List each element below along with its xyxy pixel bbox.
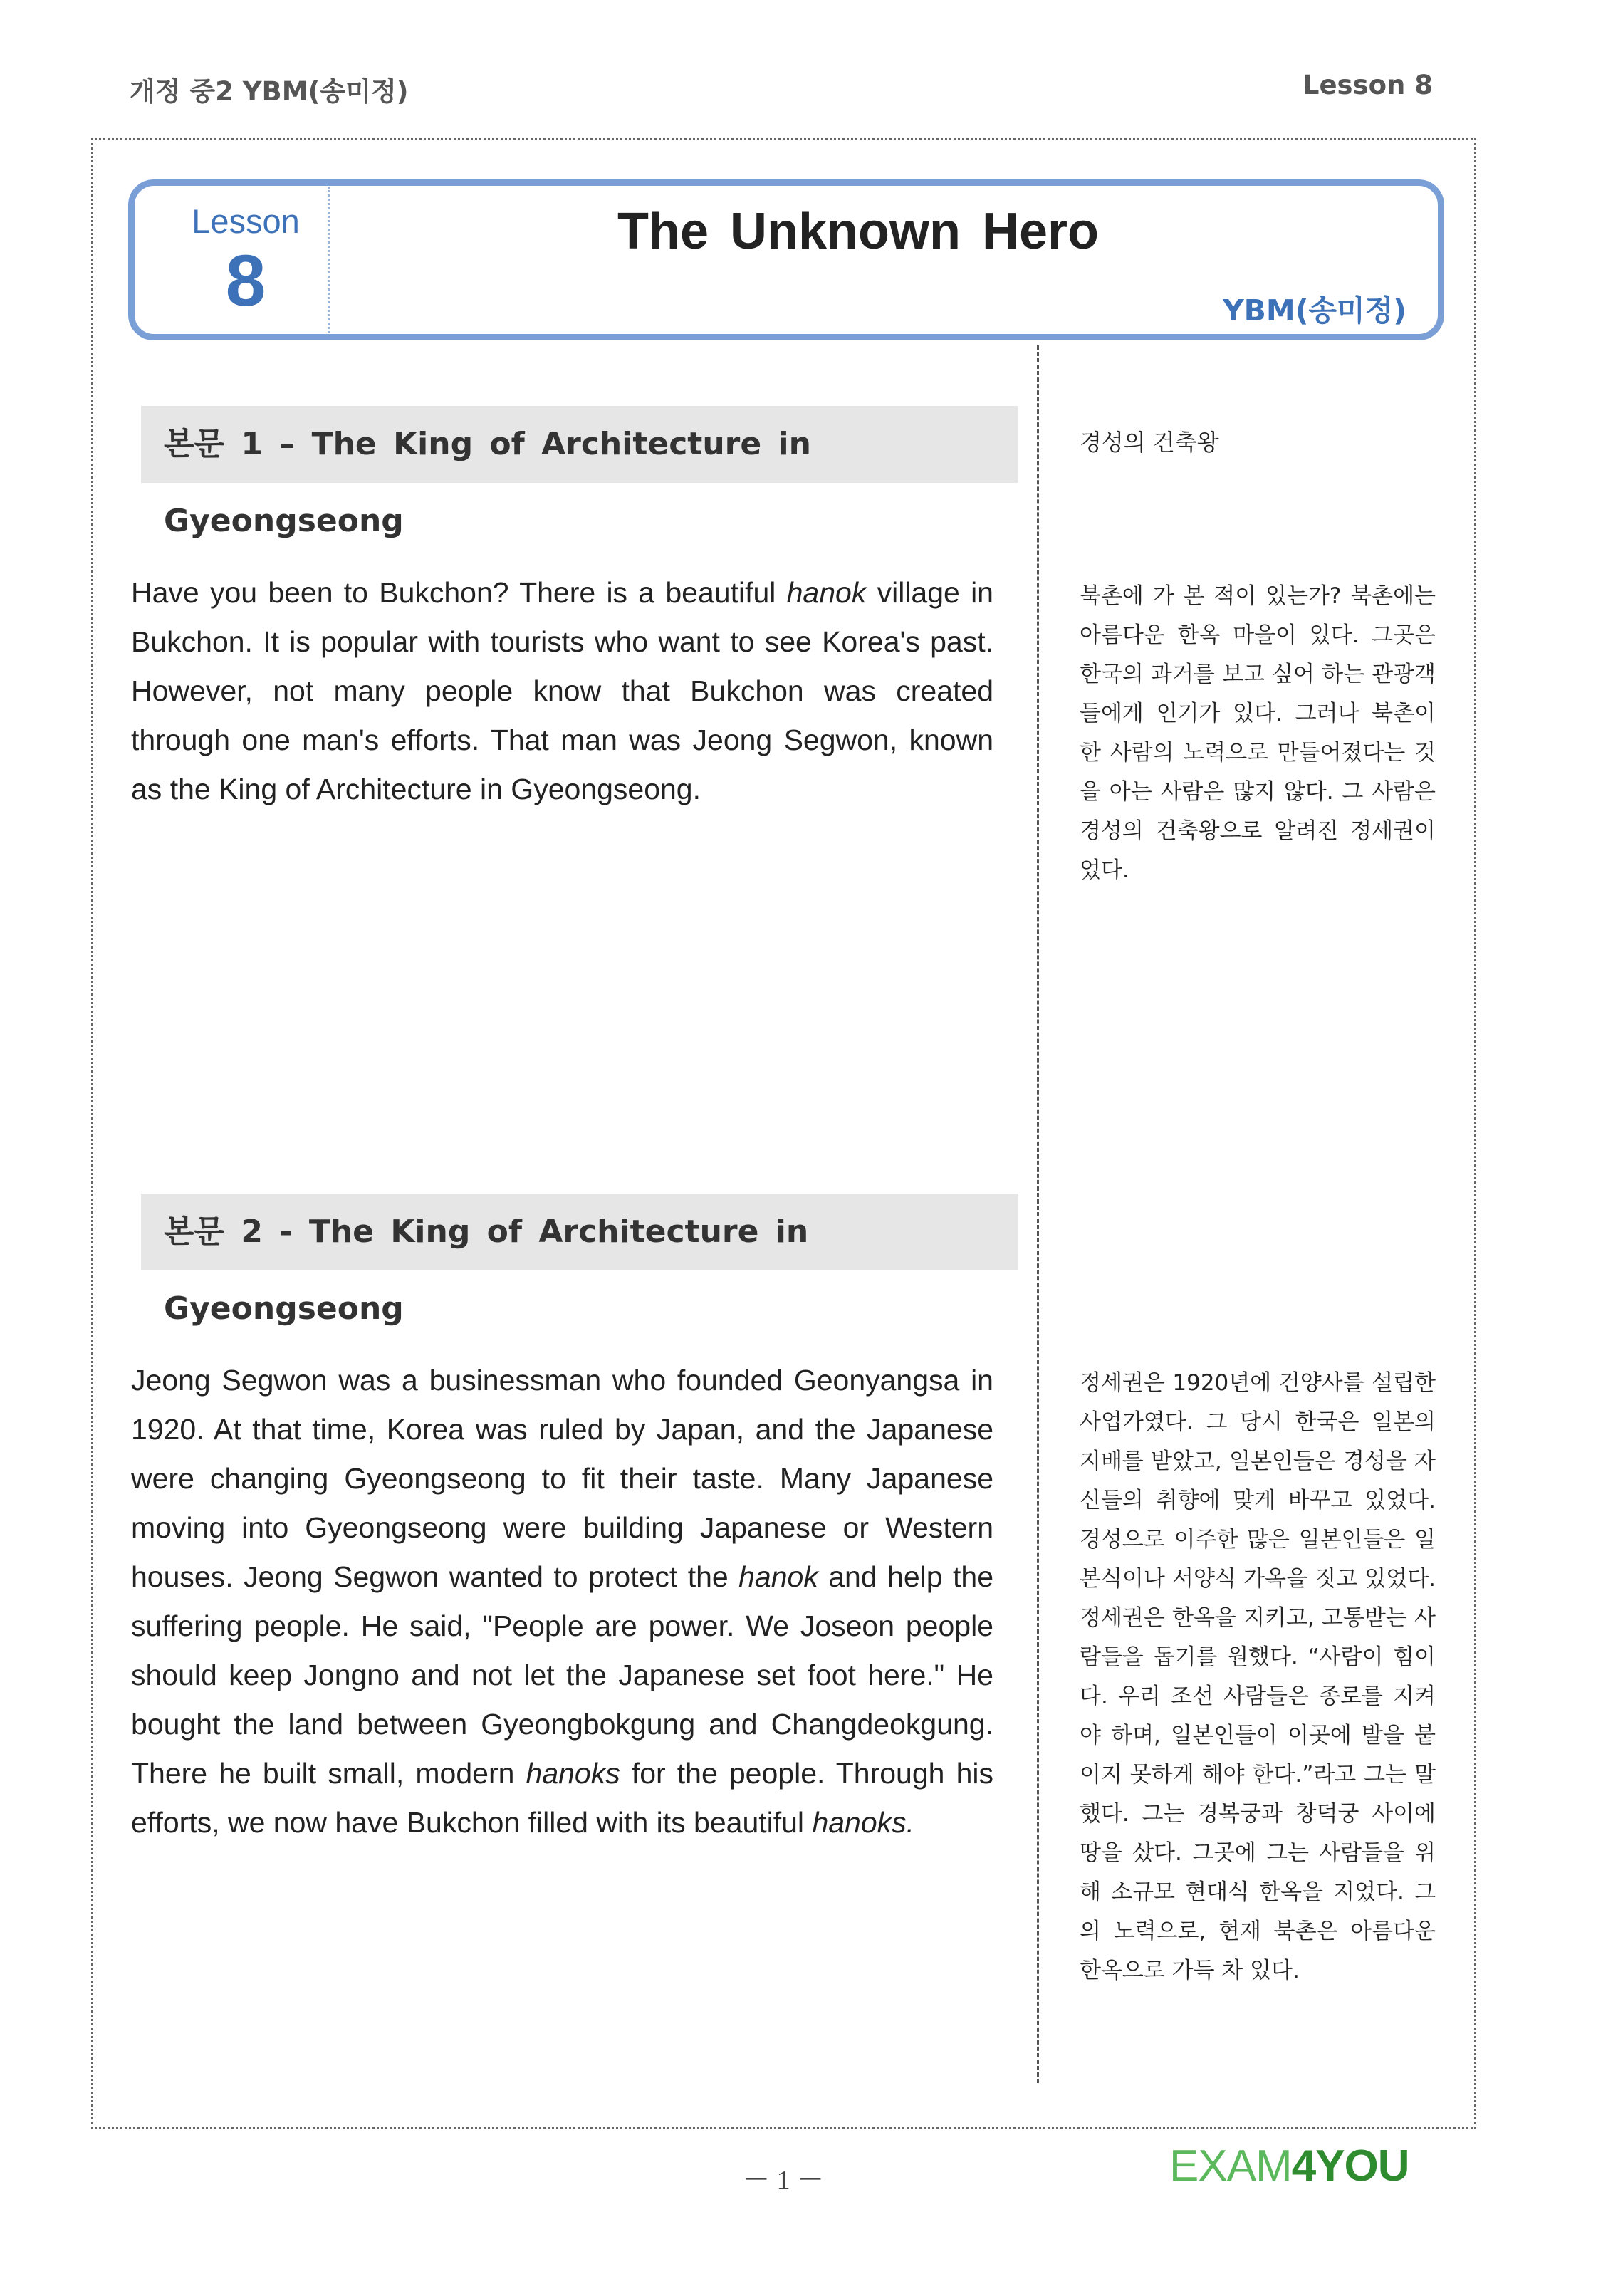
header-right-text: Lesson 8 xyxy=(1302,70,1433,100)
page-number: － 1 － xyxy=(742,2166,824,2196)
lesson-label: Lesson xyxy=(192,202,300,240)
section2-english-text xyxy=(131,1356,993,1847)
section1-korean-text: 북촌에 가 본 적이 있는가? 북촌에는 아름다운 한옥 마을이 있다. 그곳은 한국의 과거를 보고 싶어 하는 관광객들에게 인기가 있다. 그러나 북촌이 한 사람의 노력으로 만들어졌다는 것을 아는 사람은 많지 않다. 그 사람은 경성의 건축왕으로 알려진 정세권이었다. xyxy=(1080,583,1436,883)
section1-text-run: village in Bukchon. It is popular with tourists who want to see Korea's past. However, not many people know that Bukchon was created through one man's efforts. That man was Jeong Segwon, known as the King of Architecture in Gyeongseong. xyxy=(131,576,993,805)
logo-text-exam: EXAM xyxy=(1169,2141,1292,2191)
section1-text-run: Have you been to Bukchon? There is a beautiful xyxy=(131,576,787,609)
section1-heading: 본문 1 – The King of Architecture in Gyeongseong xyxy=(141,406,1018,483)
section2-text-run: and help the suffering people. He said, "People are power. We Joseon people should keep Jongno and not let the Japanese set foot here." He bought the land between Gyeongbokgung and Changdeokgung. There he built small, modern xyxy=(131,1560,994,1790)
header-left-text: 개정 중2 YBM(송미정) xyxy=(130,76,409,107)
column-divider xyxy=(1037,345,1039,2083)
section2-text-run: hanok xyxy=(738,1560,818,1593)
logo-text-4you: 4YOU xyxy=(1291,2141,1409,2191)
section2-korean-text: 정세권은 1920년에 건양사를 설립한 사업가였다. 그 당시 한국은 일본의 지배를 받았고, 일본인들은 경성을 자신들의 취향에 맞게 바꾸고 있었다. 경성으로 이주한 많은 일본인들은 일본식이나 서양식 가옥을 짓고 있었다. 정세권은 한옥을 지키고, 고통받는 사람들을 돕기를 원했다. “사람이 힘이다. 우리 조선 사람들은 종로를 지켜야 하며, 일본인들이 이곳에 발을 붙이지 못하게 해야 한다.”라고 그는 말했다. 그는 경복궁과 창덕궁 사이에 땅을 샀다. 그곳에 그는 사람들을 위해 소규모 현대식 한옥을 지었다. 그의 노력으로, 현재 북촌은 아름다운 한옥으로 가득 차 있다. xyxy=(1080,1370,1436,1983)
section2-text-run: Jeong Segwon was a businessman who founded Geonyangsa in 1920. At that time, Korea was ruled by Japan, and the Japanese were changing Gyeongseong to fit their taste. Many Japanese moving into Gyeongseong were building Japanese or Western houses. Jeong Segwon wanted to protect the xyxy=(131,1364,993,1593)
section2-text-run: hanoks xyxy=(526,1757,620,1790)
section2-text-run: hanoks. xyxy=(812,1806,915,1839)
section1-korean-title: 경성의 건축왕 xyxy=(1080,429,1219,456)
section2-heading: 본문 2 - The King of Architecture in Gyeongseong xyxy=(141,1194,1018,1270)
page-title: The Unknown Hero xyxy=(617,203,1099,260)
section2-text-run: for the people. Through his efforts, we now have Bukchon filled with its beautiful xyxy=(131,1757,993,1839)
title-divider xyxy=(328,187,330,333)
section1-text-run: hanok xyxy=(786,576,867,609)
section1-english-text xyxy=(131,568,993,814)
publisher-label: YBM(송미정) xyxy=(1222,293,1406,328)
lesson-number: 8 xyxy=(225,240,266,321)
brand-logo xyxy=(1169,2141,1409,2191)
